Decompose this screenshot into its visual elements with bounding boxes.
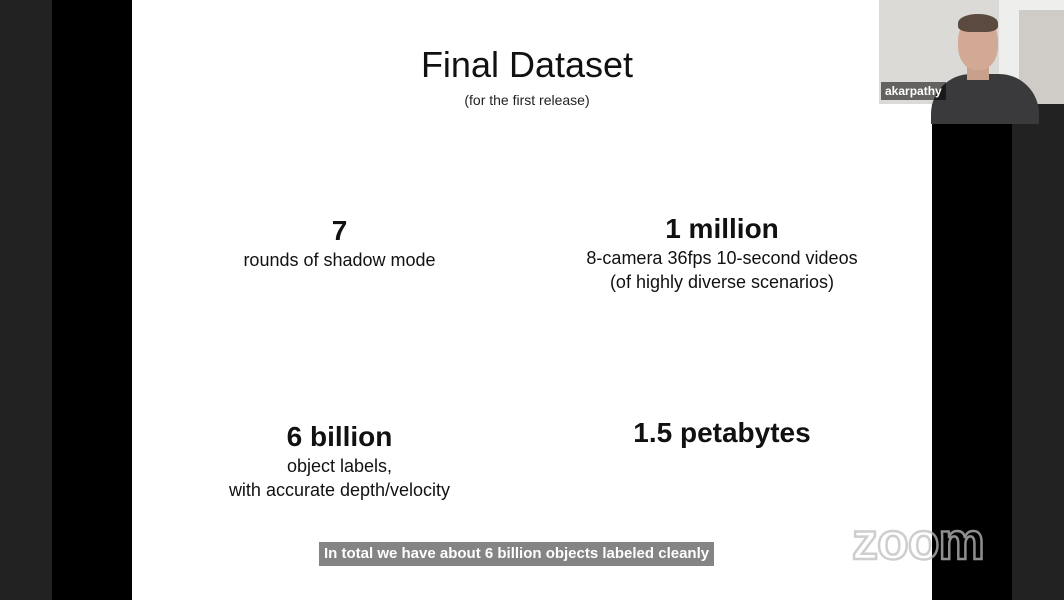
zoom-logo-watermark: zoom — [852, 513, 984, 571]
slide-title: Final Dataset — [420, 44, 634, 85]
participant-video-tile[interactable] — [879, 0, 1064, 104]
participant-name-label: akarpathy — [881, 82, 946, 100]
stat-description: 8-camera 36fps 10-second videos (of highly diverse scenarios) — [586, 248, 858, 292]
stat-value: 1 million — [665, 213, 779, 244]
stat-videos — [552, 212, 892, 294]
participant-hair — [958, 14, 998, 32]
stat-storage — [592, 416, 852, 450]
participant-torso — [931, 74, 1039, 124]
stat-labels — [182, 420, 497, 502]
stat-value: 7 — [331, 215, 348, 246]
stat-description: rounds of shadow mode — [243, 250, 436, 270]
slide-subtitle: (for the first release) — [464, 92, 590, 108]
stat-value: 6 billion — [286, 421, 393, 452]
stat-rounds — [202, 214, 477, 272]
live-caption: In total we have about 6 billion objects labeled cleanly — [319, 542, 714, 566]
left-margin — [0, 0, 52, 600]
shared-screen-slide — [132, 0, 984, 600]
left-letterbox — [52, 0, 132, 600]
stat-description: object labels, with accurate depth/velocity — [228, 456, 451, 500]
stat-value: 1.5 petabytes — [633, 417, 811, 448]
